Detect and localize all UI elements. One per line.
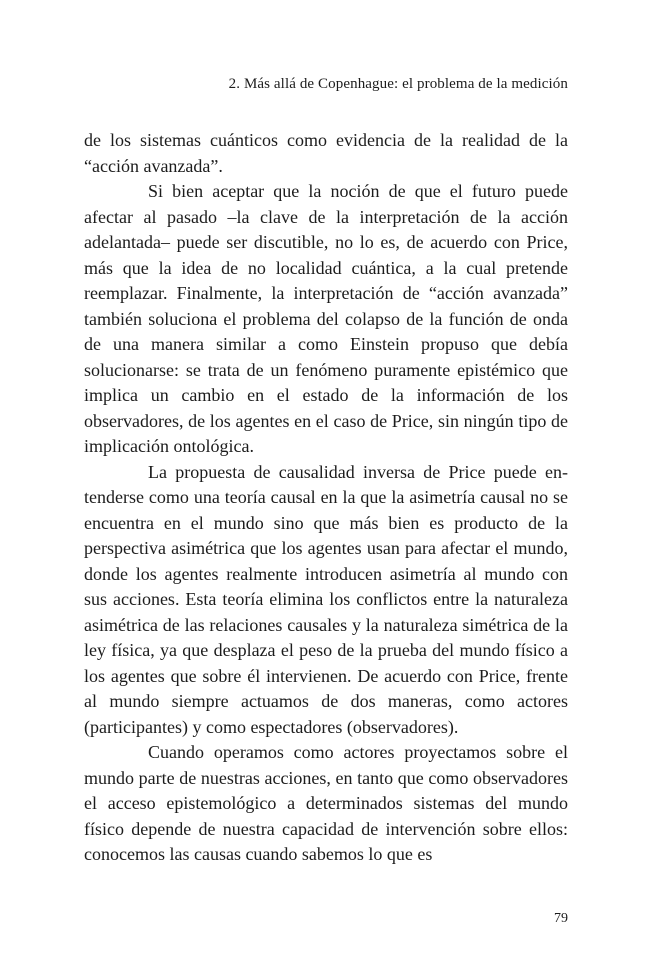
paragraph-actors-observers: Cuando operamos como actores proyectamos sobre el mundo parte de nuestras acciones, en tanto que como observadores el acceso epistemológico a determinados sistemas del mundo físico depende de nuestra capacidad de intervención sobre ellos: conocemos las causas cuando sabemos lo que es <box>84 742 568 864</box>
paragraph-continuation: de los sistemas cuánticos como evidencia de la realidad de la “acción avanzada”. <box>84 130 568 176</box>
running-header: 2. Más allá de Copenhague: el problema de la medición <box>228 76 568 92</box>
paragraph-inverse-causality: La propuesta de causalidad inversa de Price puede entenderse como una teoría causal en la que la asimetría causal no se encuentra en el mundo sino que más bien es producto de la perspectiva asimétrica que los agentes usan para afectar el mundo, donde los agentes realmente introducen asimetría al mundo con sus acciones. Esta teoría elimina los conflictos entre la naturaleza asimétrica de las relaciones causales y la naturaleza simétrica de la ley física, ya que desplaza el peso de la prueba del mundo físico a los agentes que sobre él intervienen. De acuerdo con Price, frente al mundo siempre actuamos de dos maneras, como actores (participantes) y como espectadores (observadores). <box>84 461 568 737</box>
body-text <box>84 128 568 868</box>
page-number: 79 <box>554 911 568 926</box>
paragraph-action-advanced: Si bien aceptar que la noción de que el futuro puede afectar al pasado –la clave de la interpretación de la acción adelantada– puede ser discutible, no lo es, de acuerdo con Price, más que la idea de no localidad cuántica, a la cual pretende reemplazar. Finalmente, la interpretación de “acción avanzada” también soluciona el problema del colapso de la función de onda de una manera similar a como Einstein propuso que debía solucionarse: se trata de un fenómeno puramente epistémico que implica un cambio en el estado de la información de los observadores, de los agentes en el caso de Price, sin ningún tipo de implicación ontológica. <box>84 181 568 456</box>
